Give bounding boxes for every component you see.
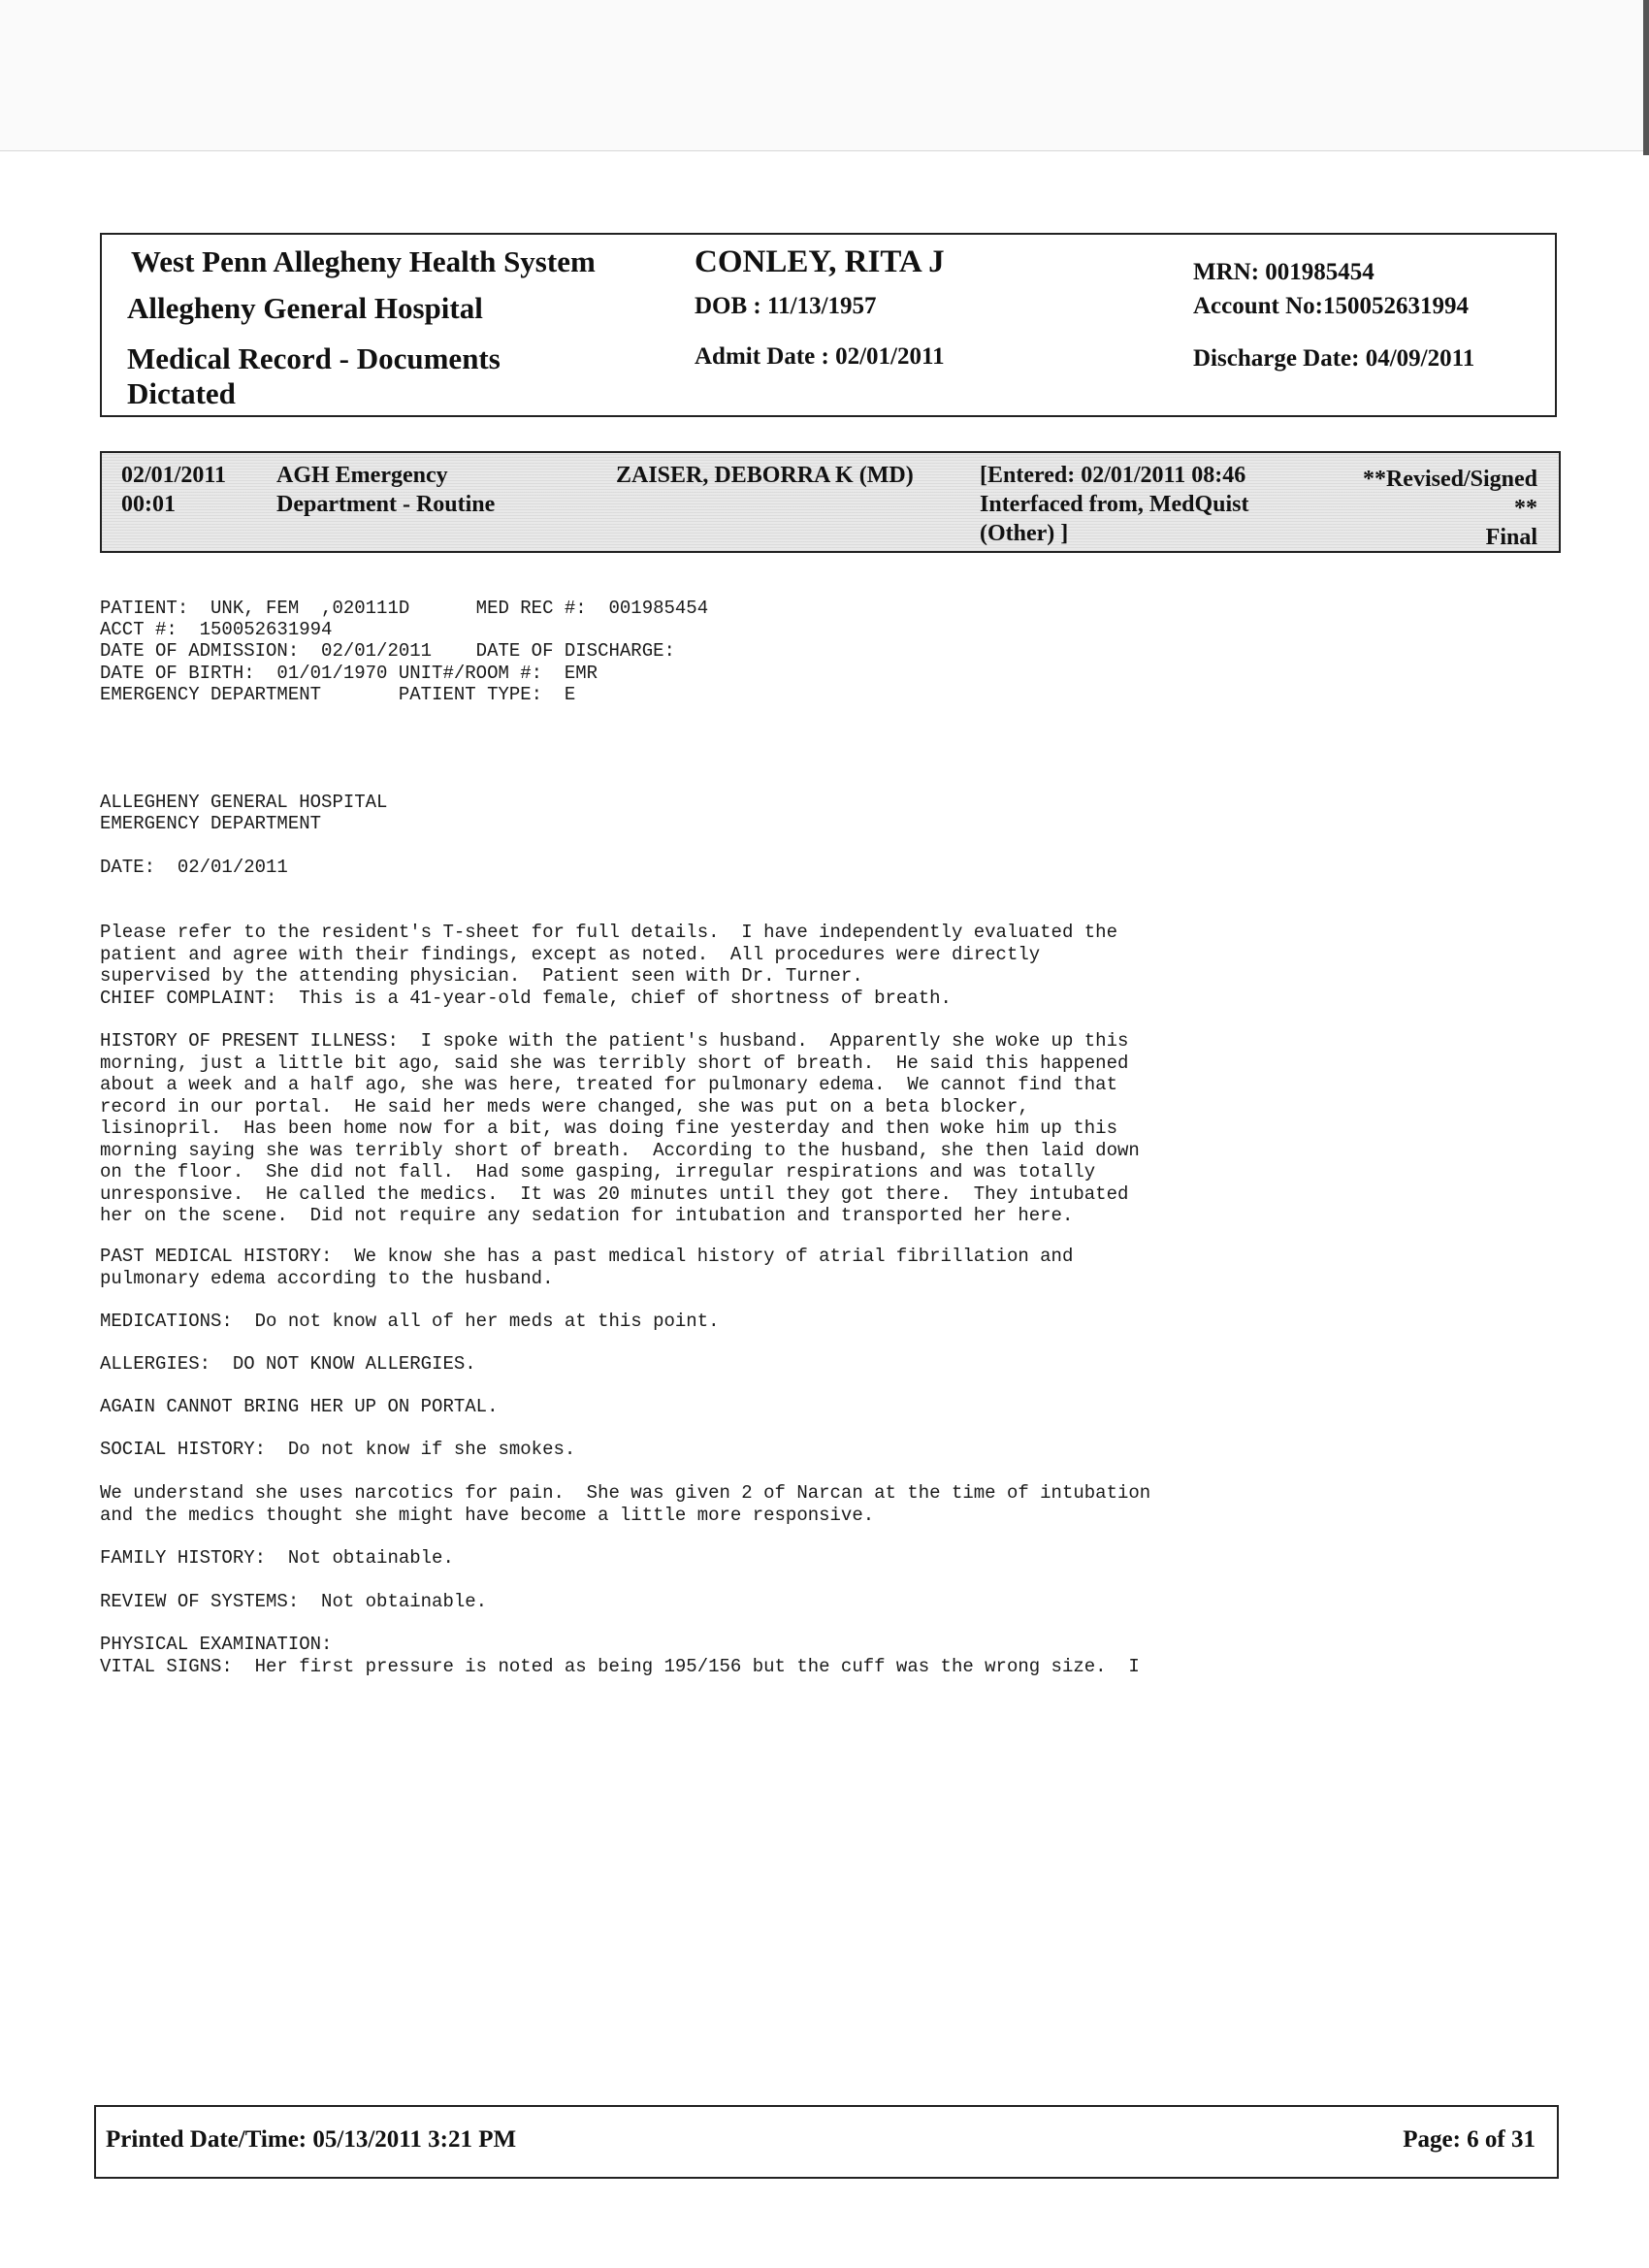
- scan-edge-mark: [1643, 0, 1649, 155]
- birth-unit-line: DATE OF BIRTH: 01/01/1970 UNIT#/ROOM #: EMR: [100, 663, 598, 684]
- patient-name: CONLEY, RITA J: [695, 244, 945, 279]
- narcotics-note: We understand she uses narcotics for pain. She was given 2 of Narcan at the time of intubation and the medics thought she might have become a little more responsive.: [100, 1482, 1151, 1526]
- family-history: FAMILY HISTORY: Not obtainable.: [100, 1547, 454, 1569]
- account-number: Account No:150052631994: [1193, 293, 1470, 319]
- mrn: MRN: 001985454: [1193, 259, 1374, 285]
- patient-id-line: PATIENT: UNK, FEM ,020111D MED REC #: 001985454: [100, 598, 709, 619]
- discharge-date: Discharge Date: 04/09/2011: [1193, 345, 1475, 372]
- record-type: Medical Record - Documents: [127, 341, 501, 375]
- entered-info-3: (Other) ]: [980, 521, 1069, 546]
- admit-date: Admit Date : 02/01/2011: [695, 343, 945, 370]
- dictation-date: DATE: 02/01/2011: [100, 857, 288, 878]
- encounter-physician: ZAISER, DEBORRA K (MD): [616, 463, 914, 488]
- medications: MEDICATIONS: Do not know all of her meds at this point.: [100, 1311, 720, 1332]
- encounter-department-2: Department - Routine: [276, 492, 496, 517]
- social-history: SOCIAL HISTORY: Do not know if she smokes.: [100, 1439, 576, 1460]
- signature-status: **Revised/Signed: [1362, 467, 1537, 492]
- signature-status-2: **: [1514, 496, 1537, 521]
- record-header: [100, 233, 1557, 417]
- review-of-systems: REVIEW OF SYSTEMS: Not obtainable.: [100, 1591, 488, 1612]
- hpi-paragraph: HISTORY OF PRESENT ILLNESS: I spoke with the patient's husband. Apparently she woke up this morning, just a little bit ago, said she was terribly short of breath. He said this happened about a week and a half ago, she was here, treated for pulmonary edema. We cannot find that record in our portal. He said her meds were changed, she was put on a beta blocker, lisinopril. Has been home now for a bit, was doing fine yesterday and then woke him up this morning saying she was terribly short of breath. According to the husband, she then laid down on the floor. She did not fall. Had some gasping, irregular respirations and was totally unresponsive. He called the medics. It was 20 minutes until they got there. They intubated her on the scene. Did not require any sedation for intubation and transported her here.: [100, 1030, 1140, 1226]
- record-type-2: Dictated: [127, 376, 236, 410]
- health-system-name: West Penn Allegheny Health System: [131, 244, 596, 278]
- hospital-name: Allegheny General Hospital: [127, 291, 483, 325]
- page-number: Page: 6 of 31: [1403, 2126, 1536, 2153]
- print-footer: [94, 2105, 1559, 2179]
- facility-department: EMERGENCY DEPARTMENT: [100, 813, 322, 834]
- encounter-time: 00:01: [121, 492, 176, 517]
- entered-info-2: Interfaced from, MedQuist: [980, 492, 1249, 517]
- attestation-paragraph: Please refer to the resident's T-sheet for full details. I have independently evaluated the patient and agree with their findings, except as noted. All procedures were directly supervised by the attending physician. Patient seen with Dr. Turner. CHIEF COMPLAINT: This is a 41-year-old female, chief of shortness of breath.: [100, 922, 1117, 1009]
- patient-type-line: EMERGENCY DEPARTMENT PATIENT TYPE: E: [100, 684, 576, 705]
- encounter-bar: [100, 451, 1561, 553]
- account-line: ACCT #: 150052631994: [100, 619, 333, 640]
- physical-examination: PHYSICAL EXAMINATION: VITAL SIGNS: Her first pressure is noted as being 195/156 but the cuff was the wrong size. I: [100, 1634, 1140, 1677]
- admission-line: DATE OF ADMISSION: 02/01/2011 DATE OF DISCHARGE:: [100, 640, 675, 662]
- encounter-department: AGH Emergency: [276, 463, 448, 488]
- facility-name: ALLEGHENY GENERAL HOSPITAL: [100, 792, 388, 813]
- printed-date-time: Printed Date/Time: 05/13/2011 3:21 PM: [106, 2126, 517, 2153]
- scan-top-margin: [0, 0, 1649, 151]
- signature-status-3: Final: [1485, 525, 1537, 550]
- past-medical-history: PAST MEDICAL HISTORY: We know she has a past medical history of atrial fibrillation and pulmonary edema according to the husband.: [100, 1246, 1074, 1289]
- encounter-date: 02/01/2011: [121, 463, 227, 488]
- entered-info: [Entered: 02/01/2011 08:46: [980, 463, 1246, 488]
- portal-note: AGAIN CANNOT BRING HER UP ON PORTAL.: [100, 1396, 499, 1417]
- allergies: ALLERGIES: DO NOT KNOW ALLERGIES.: [100, 1353, 476, 1375]
- patient-dob: DOB : 11/13/1957: [695, 293, 877, 319]
